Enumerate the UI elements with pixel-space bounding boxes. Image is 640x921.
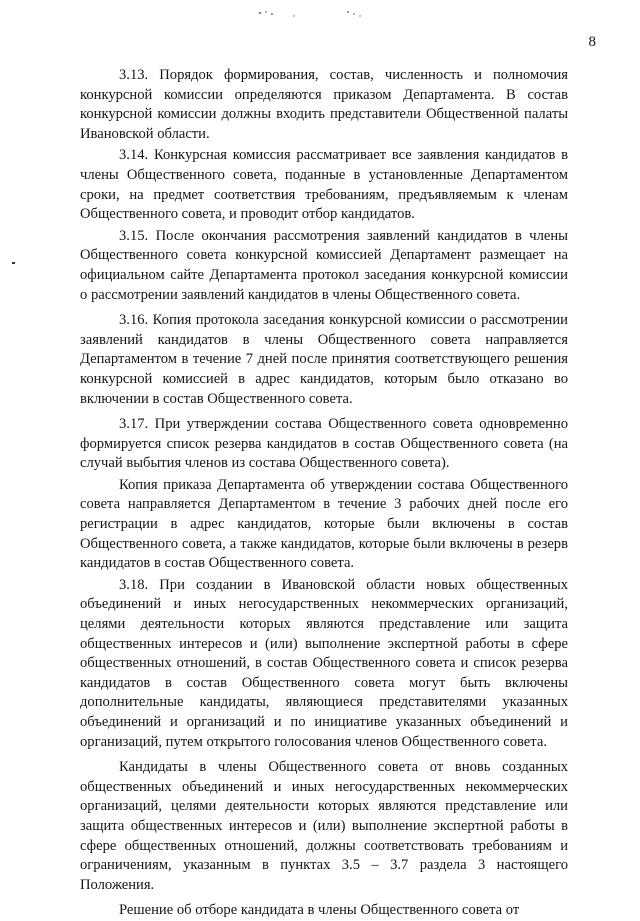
paragraph-3-17-copy: Копия приказа Департамента об утверждении состава Общественного совета направляется Департаментом в течение 3 рабочих дней после его регистрации в адрес кандидатов, которые были включены в состав Общественного совета, а также кандидатов, которые были включены в резерв кандидатов в состав Общественного совета.: [80, 476, 568, 572]
paragraph-3-14: 3.14. Конкурсная комиссия рассматривает все заявления кандидатов в члены Общественного совета, поданные в установленные Департаментом сроки, на предмет соответствия требованиям, предъявляемым к членам Общественного совета, и проводит отбор кандидатов.: [80, 147, 568, 223]
document-body: [80, 66, 568, 921]
paragraph-3-18-decision: Решение об отборе кандидата в члены Общественного совета от: [119, 902, 520, 919]
paragraph-3-18: 3.18. При создании в Ивановской области новых общественных объединений и иных негосударственных некоммерческих организаций, целями деятельности которых являются представление или защита общественных интересов и (или) выполнение экспертной работы в сфере общественных отношений, в состав Общественного совета и список резерва кандидатов в состав Общественного совета могут быть включены дополнительные кандидаты, являющиеся представителями указанных объединений и организаций и по инициативе указанных объединений и организаций, путем открытого голосования членов Общественного совета.: [80, 576, 568, 750]
scan-artifact-marks: [250, 4, 410, 22]
paragraph-3-17: 3.17. При утверждении состава Общественного совета одновременно формируется список резерва кандидатов в состав Общественного совета (на случай выбытия членов из состава Общественного совета).: [80, 416, 568, 472]
paragraph-3-13: 3.13. Порядок формирования, состав, численность и полномочия конкурсной комиссии определяются приказом Департамента. В состав конкурсной комиссии должны входить представители Общественной палаты Ивановской области.: [80, 67, 568, 142]
paragraph-3-15: 3.15. После окончания рассмотрения заявлений кандидатов в члены Общественного совета конкурсной комиссией Департамент размещает на официальном сайте Департамента протокол заседания конкурсной комиссии о рассмотрении заявлений кандидатов в члены Общественного совета.: [80, 227, 568, 303]
paragraph-3-18-candidates: Кандидаты в члены Общественного совета от вновь созданных общественных объединений и иных негосударственных некоммерческих организаций, целями деятельности которых являются представление или защита общественных интересов и (или) выполнение экспертной работы в сфере общественных отношений, должны соответствовать требованиям и ограничениям, указанным в пунктах 3.5 – 3.7 раздела 3 настоящего Положения.: [80, 759, 568, 893]
paragraph-3-16: 3.16. Копия протокола заседания конкурсной комиссии о рассмотрении заявлений кандидатов в члены Общественного совета направляется Департаментом в течение 7 дней после принятия соответствующего решения конкурсной комиссией в адрес кандидатов, которым было отказано во включении в состав Общественного совета.: [80, 312, 568, 407]
margin-scan-mark: [12, 262, 15, 264]
page-number: 8: [588, 34, 596, 50]
